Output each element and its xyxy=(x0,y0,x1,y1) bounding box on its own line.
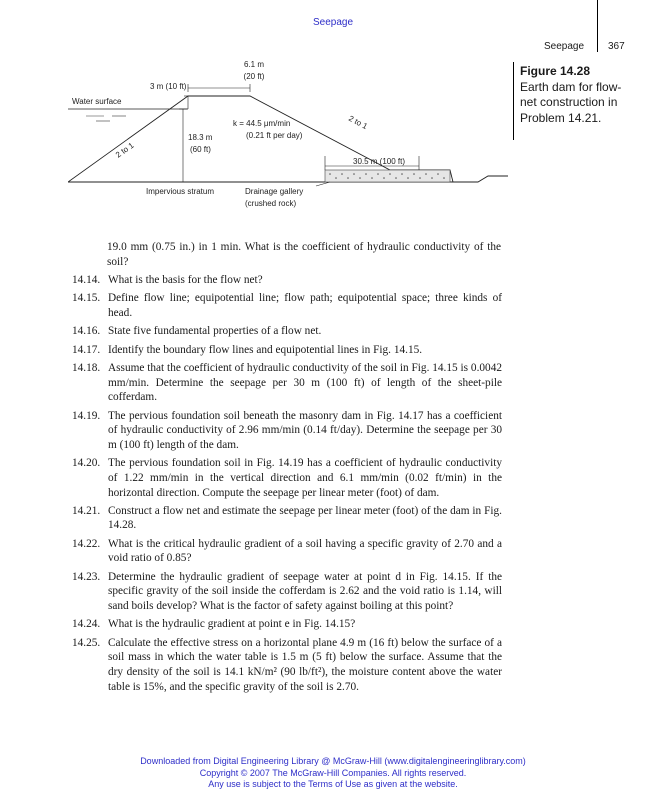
problem-number: 14.19. xyxy=(72,409,101,422)
problem-text: Determine the hydraulic gradient of seepage water at point d in Fig. 14.15. If the specific gravity of the soil inside the cofferdam is 2.62 and the void ratio is 1.14, will sand boils develop? What is the factor of safety against boiling at this point? xyxy=(108,570,502,613)
earth-dam-diagram xyxy=(68,58,508,228)
problem-text: State five fundamental properties of a flow net. xyxy=(108,325,322,338)
continuation-text: 19.0 mm (0.75 in.) in 1 min. What is the coefficient of hydraulic conductivity of the soil? xyxy=(107,241,501,268)
problem-number: 14.20. xyxy=(72,457,101,470)
problem-list xyxy=(72,273,502,698)
permeability-value-ft: (0.21 ft per day) xyxy=(246,131,303,140)
problem-text: The pervious foundation soil in Fig. 14.19 has a coefficient of hydraulic conductivity of 1.22 mm/min in the vertical direction and 6.1 mm/min (0.02 ft/min) in the horizontal direction. Compute the seepage per linear meter (foot) of dam. xyxy=(108,457,502,499)
drain-length-label: 30.5 m (100 ft) xyxy=(353,157,406,166)
problem-item xyxy=(72,291,502,320)
problem-item xyxy=(72,361,502,405)
problem-number: 14.17. xyxy=(72,343,101,356)
figure-caption xyxy=(520,64,630,126)
crest-width-m: 6.1 m xyxy=(243,60,265,69)
problem-text: Define flow line; equipotential line; flow path; equipotential space; three kinds of head. xyxy=(108,292,502,319)
problem-item xyxy=(72,504,502,533)
freeboard-label: 3 m (10 ft) xyxy=(150,82,187,91)
problem-number: 14.21. xyxy=(72,504,101,517)
page-number: 367 xyxy=(608,41,625,52)
footer-terms-link[interactable]: Any use is subject to the Terms of Use as given at the website. xyxy=(208,779,458,789)
problem-text: What is the critical hydraulic gradient of a soil having a specific gravity of 2.70 and a void ratio of 0.85? xyxy=(108,537,502,565)
problem-number: 14.25. xyxy=(72,636,101,649)
slope-label-right: 2 to 1 xyxy=(347,113,369,132)
problem-number: 14.15. xyxy=(72,292,101,305)
drainage-gallery-sublabel: (crushed rock) xyxy=(245,199,297,208)
header-rule xyxy=(597,0,598,52)
problem-number: 14.24. xyxy=(72,618,101,631)
problem-text: Assume that the coefficient of hydraulic conductivity of the soil in Fig. 14.15 is 0.0042 mm/min. Determine the seepage per 30 m (100 ft) of length of the sheet-pile cofferdam. xyxy=(108,362,502,404)
problem-item xyxy=(72,617,502,632)
slope-label-left: 2 to 1 xyxy=(113,140,136,160)
footer-copyright: Copyright © 2007 The McGraw-Hill Companies. All rights reserved. xyxy=(199,767,467,778)
problem-text: Identify the boundary flow lines and equipotential lines in Fig. 14.15. xyxy=(108,343,423,356)
running-head: Seepage xyxy=(544,41,585,52)
problem-text: Calculate the effective stress on a horizontal plane 4.9 m (16 ft) below the surface of a soil mass in which the water table is 1.5 m (5 ft) below the surface. Assume that the dry density of the soil is 14.1 kN/m² (90 lb/ft²), the moisture content above the water table is 15%, and the specific gravity of the soil is 2.70. xyxy=(108,636,502,693)
figure-label: Figure 14.28 xyxy=(520,64,591,78)
problem-item xyxy=(72,570,502,614)
problem-text: Construct a flow net and estimate the seepage per linear meter (foot) of the dam in Fig. 14.28. xyxy=(108,504,502,532)
footer-download-link[interactable]: Downloaded from Digital Engineering Library @ McGraw-Hill (www.digitalengineeringlibrary.com) xyxy=(140,756,526,766)
top-header-title: Seepage xyxy=(312,17,354,28)
problem-item xyxy=(72,537,502,566)
figure-caption-rule xyxy=(513,62,514,140)
problem-item xyxy=(72,456,502,500)
drainage-gallery xyxy=(325,170,450,182)
problem-number: 14.18. xyxy=(72,362,101,375)
problem-item xyxy=(72,273,502,288)
problem-text: What is the basis for the flow net? xyxy=(108,274,263,286)
drainage-gallery-label: Drainage gallery xyxy=(245,187,304,196)
footer xyxy=(0,756,666,791)
water-surface-label: Water surface xyxy=(72,97,122,106)
impervious-stratum-label: Impervious stratum xyxy=(146,187,215,196)
problem-text: The pervious foundation soil beneath the masonry dam in Fig. 14.17 has a coefficient of hydraulic conductivity of 2.96 mm/min (0.14 ft/day). Determine the seepage per 30 m (100 ft) length of the dam. xyxy=(108,409,502,451)
problem-item xyxy=(72,343,502,358)
problem-item xyxy=(72,324,502,339)
problem-item xyxy=(72,409,502,453)
problem-number: 14.22. xyxy=(72,537,101,550)
problem-number: 14.23. xyxy=(72,570,101,583)
problem-text: What is the hydraulic gradient at point e in Fig. 14.15? xyxy=(108,618,356,631)
figure-caption-text: Earth dam for flow-net construction in Problem 14.21. xyxy=(520,79,622,125)
problem-number: 14.14. xyxy=(72,274,101,286)
problem-item xyxy=(72,636,502,694)
dam-height-m: 18.3 m xyxy=(188,133,213,142)
ground-right xyxy=(453,176,508,182)
dam-height-ft: (60 ft) xyxy=(190,145,211,154)
problem-number: 14.16. xyxy=(72,325,101,338)
permeability-value: k = 44.5 μm/min xyxy=(233,119,291,128)
crest-width-ft: (20 ft) xyxy=(243,72,265,81)
